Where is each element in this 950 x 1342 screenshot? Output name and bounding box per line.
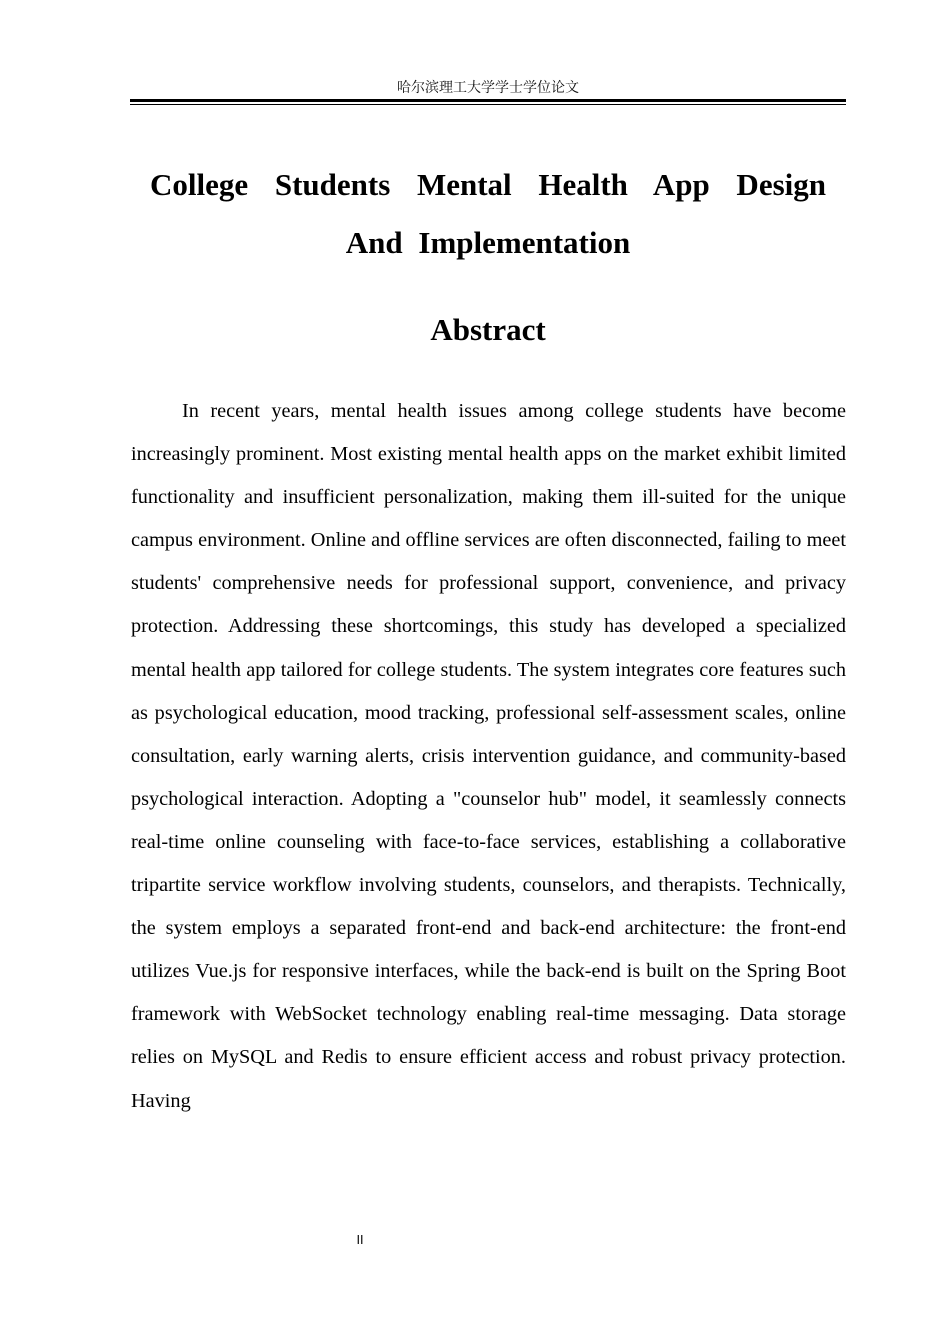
page-number: II bbox=[356, 1233, 364, 1247]
abstract-heading: Abstract bbox=[430, 312, 546, 347]
running-header: 哈尔滨理工大学学士学位论文 bbox=[397, 80, 579, 96]
header-rule-thin bbox=[130, 104, 846, 105]
abstract-body: In recent years, mental health issues among college students have become increasingly prominent. Most existing mental health apps on the market exhibit limited functionality and insufficient personalization, making them ill-suited for the unique campus environment. Online and offline services are often disconnected, failing to meet students' comprehensive needs for professional support, convenience, and privacy protection. Addressing these shortcomings, this study has developed a specialized mental health app tailored for college students. The system integrates core features such as psychological education, mood tracking, professional self-assessment scales, online consultation, early warning alerts, crisis intervention guidance, and community-based psychological interaction. Adopting a "counselor hub" model, it seamlessly connects real-time online counseling with face-to-face services, establishing a collaborative tripartite service workflow involving students, counselors, and therapists. Technically, the system employs a separated front-end and back-end architecture: the front-end utilizes Vue.js for responsive interfaces, while the back-end is built on the Spring Boot framework with WebSocket technology enabling real-time messaging. Data storage relies on MySQL and Redis to ensure efficient access and robust privacy protection. Having bbox=[131, 400, 846, 1112]
header-rule-thick bbox=[130, 99, 846, 102]
paper-title: College Students Mental Health App Design And Implementation bbox=[150, 167, 826, 260]
